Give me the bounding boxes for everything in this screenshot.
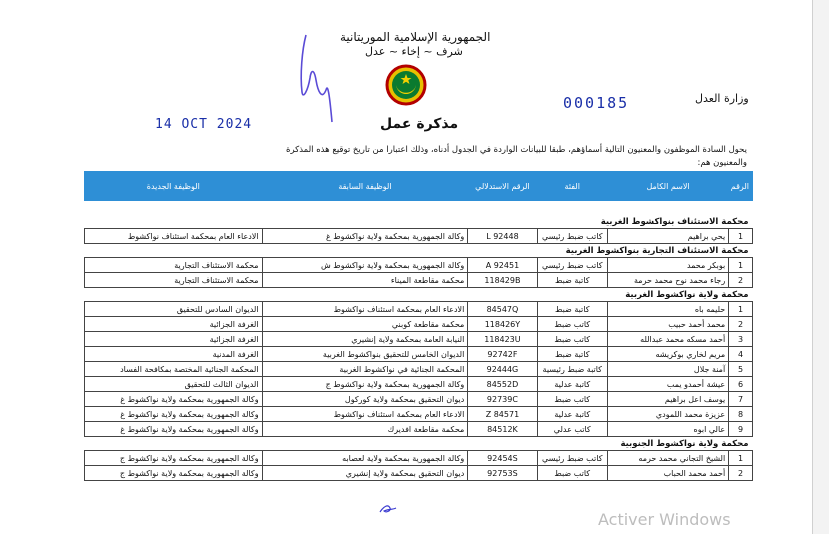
viewer-scrollbar-track[interactable] (812, 0, 829, 534)
employee-name: عيشة أحمدو يمب (607, 377, 728, 392)
table-row (85, 362, 753, 377)
previous-post: الادعاء العام بمحكمة استئناف نواكشوط (262, 407, 468, 422)
row-number: 2 (729, 317, 753, 332)
table-row (85, 347, 753, 362)
memo-number-stamp: 000185 (563, 94, 630, 112)
employee-name: عزيزة محمد اللمودي (607, 407, 728, 422)
employee-name: حليمه باه (607, 302, 728, 317)
row-number: 1 (729, 451, 753, 466)
column-header-name: الاسم الكامل (607, 172, 728, 201)
registration-id: 118426Y (468, 317, 537, 332)
section-title: محكمة الاستئناف بنواكشوط الغربية (600, 216, 749, 227)
transfers-table (84, 171, 753, 481)
employee-name: آمنة جلال (607, 362, 728, 377)
previous-post: محكمة مقاطعة كوبني (262, 317, 468, 332)
previous-post: وكالة الجمهورية بمحكمة ولاية نواكشوط ج (262, 377, 468, 392)
row-number: 2 (729, 273, 753, 288)
intro-line-1: يحول السادة الموظفون والمعنيون التالية أسماؤهم، طبقا للبيانات الواردة في الجدول أدناه، وذلك اعتبارا من تاريخ توقيع هذه المذكرة (286, 145, 747, 155)
handwritten-initial (378, 500, 398, 518)
intro-paragraph (227, 144, 747, 170)
category: كاتب ضبط (537, 392, 607, 407)
new-post: وكالة الجمهورية بمحكمة ولاية نواكشوط ج (85, 466, 263, 481)
previous-post: محكمة مقاطعة افديرك (262, 422, 468, 437)
table-row (85, 422, 753, 437)
row-number: 1 (729, 302, 753, 317)
table-spacer (85, 201, 753, 216)
section-title: محكمة الاستئناف التجارية بنواكشوط الغربية (565, 245, 749, 256)
employee-name: مريم لخاري بوكريشه (607, 347, 728, 362)
row-number: 5 (729, 362, 753, 377)
table-row (85, 317, 753, 332)
table-row (85, 273, 753, 288)
new-post: المحكمة الجنائية المختصة بمكافحة الفساد (85, 362, 263, 377)
employee-name: أحمد مسكه محمد عبدالله (607, 332, 728, 347)
category: كاتب ضبط (537, 332, 607, 347)
category: كاتبة ضبط (537, 302, 607, 317)
category: كاتبة عدلية (537, 377, 607, 392)
new-post: الديوان الثالث للتحقيق (85, 377, 263, 392)
handwritten-signature (292, 30, 338, 125)
previous-post: ديوان التحقيق بمحكمة ولاية إنشيري (262, 466, 468, 481)
employee-name: محمد أحمد حبيب (607, 317, 728, 332)
new-post: الديوان السادس للتحقيق (85, 302, 263, 317)
previous-post: وكالة الجمهورية بمحكمة ولاية نواكشوط ش (262, 258, 468, 273)
previous-post: المحكمة الجنائية في نواكشوط الغربية (262, 362, 468, 377)
new-post: وكالة الجمهورية بمحكمة ولاية نواكشوط غ (85, 392, 263, 407)
registration-id: 92444G (468, 362, 537, 377)
new-post: وكالة الجمهورية بمحكمة ولاية نواكشوط ج (85, 451, 263, 466)
new-post: وكالة الجمهورية بمحكمة ولاية نواكشوط غ (85, 422, 263, 437)
national-emblem-icon (382, 64, 430, 106)
new-post: الغرفة المدنية (85, 347, 263, 362)
date-stamp: 14 OCT 2024 (155, 117, 253, 132)
category: كاتب ضبط (537, 317, 607, 332)
registration-id: 84547Q (468, 302, 537, 317)
previous-post: وكالة الجمهورية بمحكمة ولاية لعصابه (262, 451, 468, 466)
employee-name: الشيخ التجاني محمد حرمه (607, 451, 728, 466)
registration-id: 92742F (468, 347, 537, 362)
table-row (85, 392, 753, 407)
registration-id: 92451 A (468, 258, 537, 273)
table-row (85, 302, 753, 317)
column-header-category: الفئة (537, 172, 607, 201)
intro-line-2: والمعنيون هم: (697, 158, 747, 168)
category: كاتبة ضبط (537, 273, 607, 288)
registration-id: 92739C (468, 392, 537, 407)
section-heading-row (85, 288, 753, 302)
new-post: الادعاء العام بمحكمة استئناف نواكشوط (85, 229, 263, 244)
previous-post: الديوان الخامس للتحقيق بنواكشوط الغربية (262, 347, 468, 362)
section-heading-row (85, 215, 753, 229)
column-header-previous-post: الوظيفة السابقة (262, 172, 468, 201)
registration-id: 84512K (468, 422, 537, 437)
ministry-label: وزارة العدل (695, 92, 749, 105)
category: كاتبة ضبط (537, 347, 607, 362)
previous-post: الادعاء العام بمحكمة استئناف نواكشوط (262, 302, 468, 317)
table-body (85, 201, 753, 481)
category: كاتبة عدلية (537, 407, 607, 422)
table-row (85, 332, 753, 347)
national-motto: شرف ~ إخاء ~ عدل (365, 45, 463, 58)
section-heading-row (85, 437, 753, 451)
row-number: 4 (729, 347, 753, 362)
section-title: محكمة ولاية نواكشوط الجنوبية (620, 438, 749, 449)
category: كاتبة ضبط رئيسية (537, 362, 607, 377)
table-row (85, 407, 753, 422)
category: كاتب ضبط رئيسي (537, 229, 607, 244)
row-number: 9 (729, 422, 753, 437)
memo-title: مذكرة عمل (380, 116, 459, 132)
column-header-number: الرقم (729, 172, 753, 201)
employee-name: أحمد محمد الحباب (607, 466, 728, 481)
republic-heading: الجمهورية الإسلامية الموريتانية (340, 30, 491, 44)
table-row (85, 258, 753, 273)
table-row (85, 451, 753, 466)
category: كاتب ضبط (537, 466, 607, 481)
previous-post: النيابة العامة بمحكمة ولاية إنشيري (262, 332, 468, 347)
employee-name: رجاء محمد نوح محمد حرمة (607, 273, 728, 288)
category: كاتب ضبط رئيسي (537, 258, 607, 273)
registration-id: 92753S (468, 466, 537, 481)
category: كاتب ضبط رئيسي (537, 451, 607, 466)
row-number: 2 (729, 466, 753, 481)
row-number: 7 (729, 392, 753, 407)
windows-activation-watermark: Activer Windows (598, 510, 731, 529)
section-title: محكمة ولاية نواكشوط الغربية (625, 289, 749, 300)
employee-name: بوبكر محمد (607, 258, 728, 273)
registration-id: 118429B (468, 273, 537, 288)
new-post: وكالة الجمهورية بمحكمة ولاية نواكشوط غ (85, 407, 263, 422)
new-post: محكمة الاستئناف التجارية (85, 273, 263, 288)
column-header-id: الرقم الاستدلالي (468, 172, 537, 201)
row-number: 1 (729, 229, 753, 244)
new-post: محكمة الاستئناف التجارية (85, 258, 263, 273)
table-row (85, 466, 753, 481)
registration-id: 92454S (468, 451, 537, 466)
employee-name: عالي ابوه (607, 422, 728, 437)
table-row (85, 377, 753, 392)
row-number: 6 (729, 377, 753, 392)
row-number: 8 (729, 407, 753, 422)
section-heading-row (85, 244, 753, 258)
table-header-row (85, 172, 753, 201)
registration-id: 84571 Z (468, 407, 537, 422)
previous-post: وكالة الجمهورية بمحكمة ولاية نواكشوط غ (262, 229, 468, 244)
registration-id: 92448 L (468, 229, 537, 244)
employee-name: يحي براهيم (607, 229, 728, 244)
previous-post: ديوان التحقيق بمحكمة ولاية كوركول (262, 392, 468, 407)
previous-post: محكمة مقاطعة الميناء (262, 273, 468, 288)
table-row (85, 229, 753, 244)
registration-id: 118423U (468, 332, 537, 347)
employee-name: يوسف اعل براهيم (607, 392, 728, 407)
row-number: 3 (729, 332, 753, 347)
row-number: 1 (729, 258, 753, 273)
new-post: الغرفة الجزائية (85, 332, 263, 347)
new-post: الغرفة الجزائية (85, 317, 263, 332)
category: كاتب عدلي (537, 422, 607, 437)
registration-id: 84552D (468, 377, 537, 392)
column-header-new-post: الوظيفة الجديدة (85, 172, 263, 201)
